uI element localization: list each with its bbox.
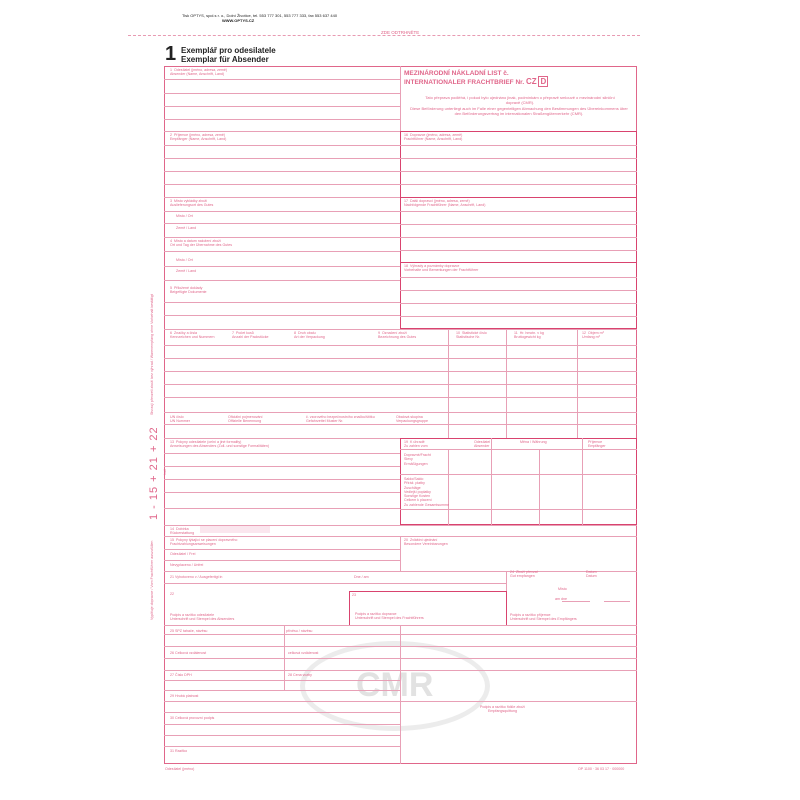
field-3-country: Země / Land xyxy=(176,226,197,230)
field-16-carrier: 16 Dopravce (jméno, adresa, země) Frachtführer (Name, Anschrift, Land) xyxy=(404,133,463,142)
field-23-carrier-signature: Podpis a razítko dopravce Unterschrift und Stempel des Frachtführers xyxy=(355,612,424,621)
side-note-bottom: Vyplňuje dopravce / Vom Frachtführer auszufüllen xyxy=(150,540,154,620)
field-8-packing: 8 Druh obalu Art der Verpackung xyxy=(294,331,325,340)
country-mark-suffix: D xyxy=(540,77,547,86)
official-name: Oficiální pojmenování Offizielle Benennung xyxy=(228,415,263,424)
field-24-place: Místo xyxy=(558,587,567,591)
field-21-date: Dne / am xyxy=(354,575,369,579)
field-18-reservations: 18 Výhrady a poznámky dopravce Vorbehalte und Bemerkungen der Frachtführer xyxy=(404,264,479,273)
field-14-shade xyxy=(200,526,270,533)
model-number: č. vzorového bezpečnostního značku/štítku Gefahrzettel Muster Nr. xyxy=(306,415,375,424)
form-title-cz: MEZINÁRODNÍ NÁKLADNÍ LIST č. xyxy=(404,70,509,77)
field-4-city: Místo / Ort xyxy=(176,258,193,262)
side-note-top: Stvrzuji převzetí zboží bez výhrad / Warenempfang ohne Vorbehalt bestätigt xyxy=(150,294,154,415)
field-19-consignee: Příjemce Empfänger xyxy=(588,440,606,449)
field-24-date: Datum Datum xyxy=(586,570,597,579)
field-9-goods: 9 Označení zboží Bezeichnung des Gutes xyxy=(378,331,417,340)
row-27: 27 Číslo DPH xyxy=(170,673,192,677)
field-5-documents: 5 Přiložené doklady Beigefügte Dokumente xyxy=(170,286,207,295)
side-fields-range: 1 - 15 + 21 + 22 xyxy=(148,426,160,520)
row-30: 30 Celková provozní podpis xyxy=(170,716,215,720)
copy-number: 1 xyxy=(165,43,177,65)
field-13-instructions: 13 Pokyny odesílatele (celní a jiné formality) Anweisungen des Absenders (Zoll- und sonstige Formalitäten) xyxy=(170,440,270,449)
field-19-to-be-paid: 19 K úhradě Zu zahlen vom xyxy=(404,440,428,449)
row-26: 26 Celková vzdálenost xyxy=(170,651,207,655)
field-17-successive-carriers: 17 Další dopravci (jméno, adresa, země) Nachfolgende Frachtführer (Name, Anschrift, Land) xyxy=(404,199,486,208)
field-24-consignee-signature: Podpis a razítko příjemce Unterschrift und Stempel des Empfängers xyxy=(510,613,577,622)
receipt-signature: Podpis a razítko řidiče zboží Empfangsquittung xyxy=(480,705,525,714)
country-mark: CZ xyxy=(525,77,537,86)
field-20-special-agreements: 20 Zvláštní ujednání Besondere Vereinbarungen xyxy=(404,538,448,547)
field-19-freight: Dopravné/Fracht Slevy Ermäßigungen xyxy=(404,453,431,466)
field-4-country: Země / Land xyxy=(176,269,197,273)
row-31: 31 Razítko xyxy=(170,749,188,753)
tear-label: ZDE ODTRHNĚTE xyxy=(378,30,422,35)
row-25: 25 SPZ tahače, návěsu xyxy=(170,629,208,633)
tear-line xyxy=(128,35,640,36)
publisher-web: WWW.OPTYS.CZ xyxy=(222,18,255,23)
field-4-loading-place: 4 Místo a datum naložení zboží Ort und Tag der Übernahme des Gutes xyxy=(170,239,233,248)
field-12-volume: 12 Objem m³ Umfang m³ xyxy=(582,331,604,340)
un-number: UN číslo UN Nummer xyxy=(170,415,190,424)
packing-group: Obalová skupina Verpackungsgruppe xyxy=(396,415,428,424)
cmr-watermark-text: CMR xyxy=(356,666,434,704)
footer-left: Odesílatel (jméno) xyxy=(165,767,195,771)
field-23-box xyxy=(349,591,507,626)
field-14-cash-on-delivery: 14 Dobírka Rückerstattung xyxy=(170,527,195,536)
publisher-line: Tisk OPTYS, spol.s r. o., Dolní Životice, tel. 553 777 301, 553 777 333, fax 553 637 440 xyxy=(182,13,338,18)
form-title-de: INTERNATIONALER FRACHTBRIEF Nr. CZ D xyxy=(404,77,547,86)
carriage-forward: Nevyplaceno / Unfrei xyxy=(170,563,204,567)
field-22-number: 22 xyxy=(170,592,174,596)
copy-title-de: Exemplar für Absender xyxy=(181,55,269,64)
field-2-consignee: 2 Příjemce (jméno, adresa, země) Empfänger (Name, Anschrift, Land) xyxy=(170,133,227,142)
field-19-balance: Saldo/Saldo Přiráž. platby Zuschläge Vedlejší poplatky Sonstige Kosten Celkem k placení Zu zahlende Gesamtsumme xyxy=(404,477,450,507)
field-3-delivery-place: 3 Místo vykládky zboží Auslieferungsort des Gutes xyxy=(170,199,214,208)
field-22-sender-signature: Podpis a razítko odesílatele Unterschrift und Stempel des Absenders xyxy=(170,613,235,622)
footer-right: OP 1100 · 36 03 17 · 000000 xyxy=(578,767,625,771)
row-25-trailer: přívěsu / návěsu xyxy=(286,629,313,633)
row-26-distance: celková vzdálenost xyxy=(288,651,319,655)
field-1-sender: 1 Odesílatel (jméno, adresa, země) Absender (Name, Anschrift, Land) xyxy=(170,68,228,77)
field-11-gross-weight: 11 Hr. hmotn. v kg Bruttogewicht kg xyxy=(514,331,544,340)
carriage-paid: Odesílatel / Frei xyxy=(170,552,196,556)
field-19-sender: Odesílatel Absender xyxy=(474,440,491,449)
field-23-number: 23 xyxy=(352,593,356,597)
intro-de: Diese Beförderung unterliegt auch im Falle einer gegenteiligen Abmachung den Bestimmungen des Übereinkommens über den Beförderungsvertrag im internationalen Straßengüterverkehr (CMR). xyxy=(410,106,628,116)
field-15-payment-instructions: 15 Pokyny týkající se placení dopravného Frachtzahlungsanweisungen xyxy=(170,538,238,547)
field-21-established-in: 21 Vyhotoveno v / Ausgefertigt in xyxy=(170,575,223,579)
row-28: 28 Cena vozby xyxy=(288,673,312,677)
field-24-goods-received: 24 Zboží převzal Gut empfangen xyxy=(510,570,538,579)
copy-title-cz: Exemplář pro odesilatele xyxy=(181,46,276,55)
field-7-packages: 7 Počet kusů Anzahl der Packstücke xyxy=(232,331,269,340)
field-24-dates: am dne xyxy=(555,597,567,601)
field-3-city: Místo / Ort xyxy=(176,214,193,218)
field-19-currency: Měna / Währung xyxy=(520,440,547,444)
row-29: 29 Hrubá platnost xyxy=(170,694,199,698)
intro-cz: Tato přeprava podléhá, i pokud bylo ujednáno jinak, podmínkám o přepravě smlouvě o mezinárodní silniční dopravě (CMR). xyxy=(425,95,615,105)
side-fields-range-small: incl. xyxy=(163,468,167,475)
field-6-marks: 6 Značky a čísla Kennzeichen und Nummern xyxy=(170,331,215,340)
field-10-statistical: 10 Statistické číslo Statistische Nr. xyxy=(456,331,487,340)
